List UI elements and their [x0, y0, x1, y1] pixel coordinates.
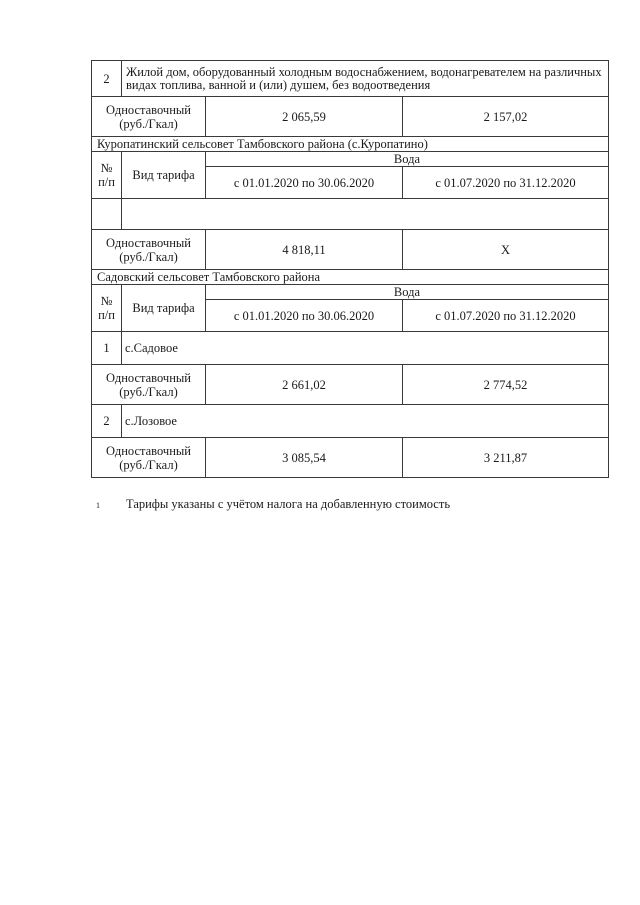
table-row — [92, 405, 609, 438]
table-row — [92, 365, 609, 405]
section-title-sadovsky: Садовский сельсовет Тамбовского района — [92, 270, 609, 285]
table-row — [92, 137, 609, 152]
empty-cell — [122, 199, 609, 230]
column-header-period-first: с 01.01.2020 по 30.06.2020 — [206, 167, 403, 199]
column-header-number: № п/п — [92, 152, 122, 199]
tariff-type-cell: Одноставочный (руб./Гкал) — [92, 97, 206, 137]
tariff-type-cell: Одноставочный (руб./Гкал) — [92, 230, 206, 270]
settlement-name-cell: с.Лозовое — [122, 405, 609, 438]
column-header-tariff-type: Вид тарифа — [122, 285, 206, 332]
table-row — [92, 285, 609, 300]
price-first-half-cell: 3 085,54 — [206, 438, 403, 478]
column-header-period-first: с 01.01.2020 по 30.06.2020 — [206, 300, 403, 332]
table-row — [92, 97, 609, 137]
column-header-period-second: с 01.07.2020 по 31.12.2020 — [403, 167, 609, 199]
tariff-table — [91, 60, 609, 478]
price-first-half-cell: 4 818,11 — [206, 230, 403, 270]
footnote — [96, 496, 616, 512]
tariff-type-cell: Одноставочный (руб./Гкал) — [92, 365, 206, 405]
column-header-period-second: с 01.07.2020 по 31.12.2020 — [403, 300, 609, 332]
price-second-half-cell: Х — [403, 230, 609, 270]
column-header-water: Вода — [206, 285, 609, 300]
table-row — [92, 61, 609, 97]
price-first-half-cell: 2 065,59 — [206, 97, 403, 137]
footnote-mark: 1 — [96, 501, 100, 510]
house-description-cell: Жилой дом, оборудованный холодным водоснабжением, водонагревателем на различных видах топлива, ванной и (или) душем, без водоотведения — [122, 61, 609, 97]
price-first-half-cell: 2 661,02 — [206, 365, 403, 405]
row-number-cell: 2 — [92, 405, 122, 438]
price-second-half-cell: 2 157,02 — [403, 97, 609, 137]
price-second-half-cell: 3 211,87 — [403, 438, 609, 478]
settlement-name-cell: с.Садовое — [122, 332, 609, 365]
price-second-half-cell: 2 774,52 — [403, 365, 609, 405]
section-title-kuropatino: Куропатинский сельсовет Тамбовского района (с.Куропатино) — [92, 137, 609, 152]
column-header-number: № п/п — [92, 285, 122, 332]
empty-cell — [92, 199, 122, 230]
table-row — [92, 332, 609, 365]
column-header-water: Вода — [206, 152, 609, 167]
table-row — [92, 438, 609, 478]
table-row — [92, 152, 609, 167]
column-header-tariff-type: Вид тарифа — [122, 152, 206, 199]
table-row — [92, 270, 609, 285]
tariff-type-cell: Одноставочный (руб./Гкал) — [92, 438, 206, 478]
table-row — [92, 199, 609, 230]
row-number-cell: 2 — [92, 61, 122, 97]
row-number-cell: 1 — [92, 332, 122, 365]
footnote-text: Тарифы указаны с учётом налога на добавленную стоимость — [126, 497, 451, 511]
table-row — [92, 230, 609, 270]
